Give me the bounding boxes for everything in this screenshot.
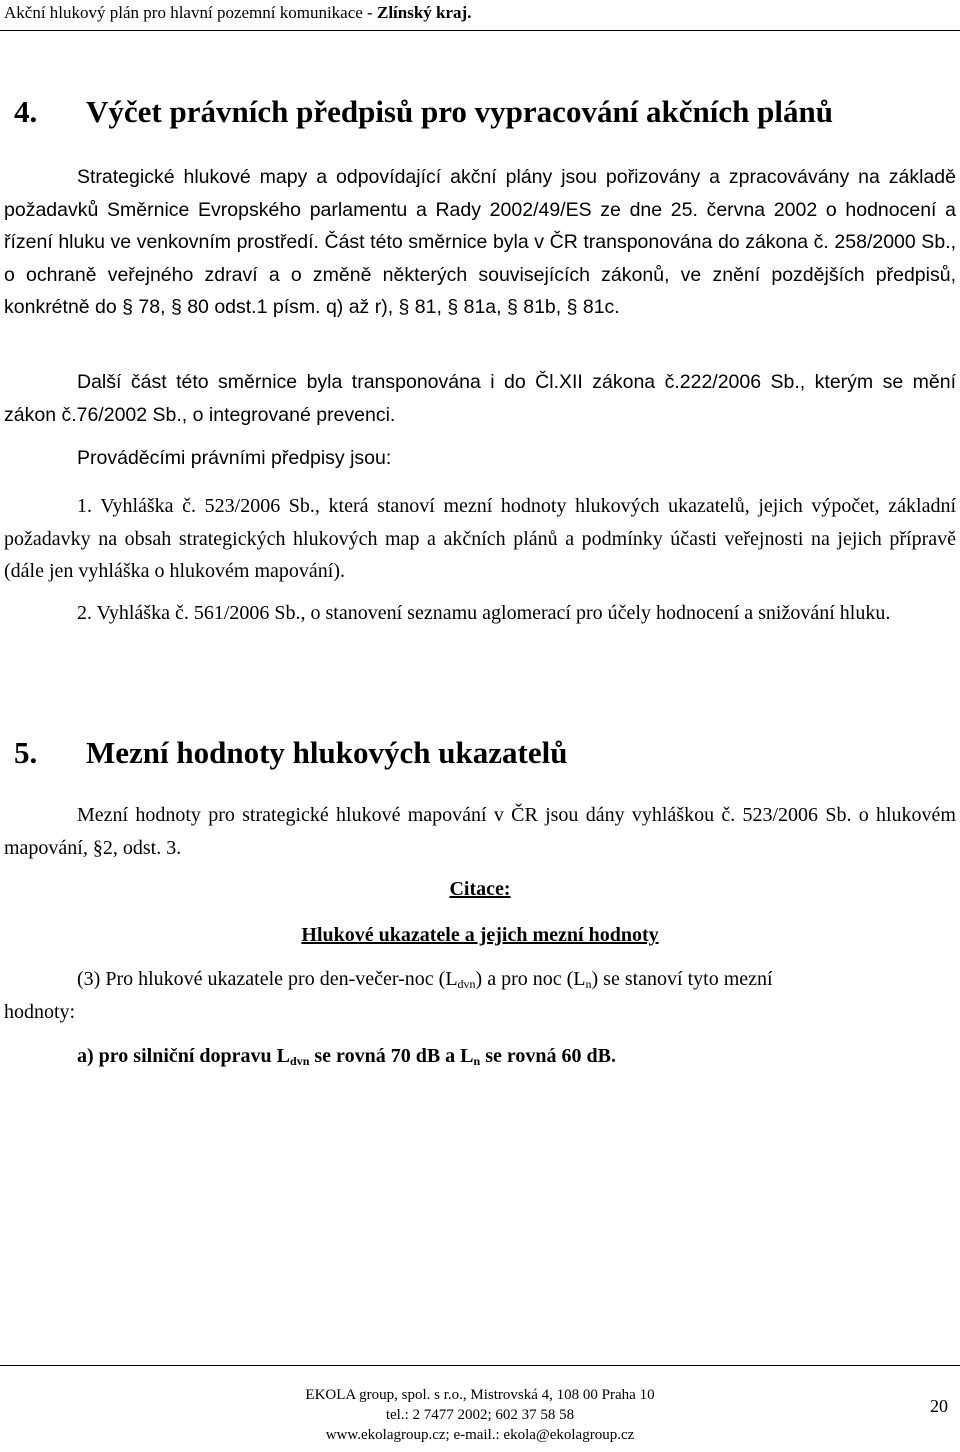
- section-4-paragraph-1: Strategické hlukové mapy a odpovídající akční plány jsou pořizovány a zpracovávány na základě požadavků Směrnice Evropského parlamentu a Rady 2002/49/ES ze dne 25. června 2002 o hodnocení a řízení hluku ve venkovním prostředí. Část této směrnice byla v ČR transponována do zákona č. 258/2000 Sb., o ochraně veřejného zdraví a o změně některých souvisejících zákonů, ve znění pozdějších předpisů, konkrétně do § 78, § 80 odst.1 písm. q) až r), § 81, § 81a, § 81b, § 81c.: [4, 166, 956, 318]
- header-title: Akční hlukový plán pro hlavní pozemní komunikace -: [4, 3, 377, 22]
- section-4-number: 4.: [14, 94, 38, 129]
- citation-subtitle: Hlukové ukazatele a jejich mezní hodnoty: [301, 924, 659, 946]
- section-4-paragraph-2: Další část této směrnice byla transponována i do Čl.XII zákona č.222/2006 Sb., kterým se mění zákon č.76/2002 Sb., o integrované prevenci.: [4, 371, 956, 426]
- footer-divider: [0, 1365, 960, 1366]
- limit-values-intro: (3) Pro hlukové ukazatele pro den-večer-noc $(L_{dvn})$ a pro noc $(L_n)$ se stanoví tyto mezní: [77, 968, 773, 991]
- citation-label: Citace:: [449, 878, 511, 900]
- footer-company: EKOLA group, spol. s r.o., Mistrovská 4, 108 00 Praha 10: [305, 1387, 655, 1403]
- section-5-paragraph-1: Mezní hodnoty pro strategické hlukové mapování v ČR jsou dány vyhláškou č. 523/2006 Sb. o hlukovém mapování, §2, odst. 3.: [4, 804, 956, 859]
- road-traffic-limit: a) pro silniční dopravu $L_{dvn}$ se rovná 70 dB a $L_n$ se rovná 60 dB.: [77, 1045, 616, 1068]
- page-header: [4, 2, 471, 24]
- header-divider: [0, 30, 960, 31]
- header-region: Zlínský kraj.: [376, 3, 472, 22]
- section-4-paragraph-4: 1. Vyhláška č. 523/2006 Sb., která stanoví mezní hodnoty hlukových ukazatelů, jejich výpočet, základní požadavky na obsah strategických hlukových map a akčních plánů a podmínky účasti veřejnosti na jejich přípravě (dále jen vyhláška o hlukovém mapování).: [4, 495, 956, 582]
- page-footer: [0, 1385, 960, 1445]
- section-4-paragraph-3: Prováděcími právními předpisy jsou:: [77, 447, 392, 469]
- page-number: 20: [930, 1396, 948, 1416]
- section-5-title: Mezní hodnoty hlukových ukazatelů: [86, 735, 568, 770]
- section-4-heading: [14, 94, 833, 130]
- section-4-paragraph-5: 2. Vyhláška č. 561/2006 Sb., o stanovení seznamu aglomerací pro účely hodnocení a snižování hluku.: [77, 602, 891, 624]
- footer-web-email: www.ekolagroup.cz; e-mail.: ekola@ekolagroup.cz: [325, 1427, 635, 1443]
- limit-values-intro-continuation: hodnoty:: [4, 1001, 76, 1023]
- section-4-title: Výčet právních předpisů pro vypracování akčních plánů: [86, 94, 833, 129]
- section-5-number: 5.: [14, 735, 38, 770]
- section-5-heading: [14, 735, 567, 771]
- footer-phone: tel.: 2 7477 2002; 602 37 58 58: [385, 1407, 575, 1423]
